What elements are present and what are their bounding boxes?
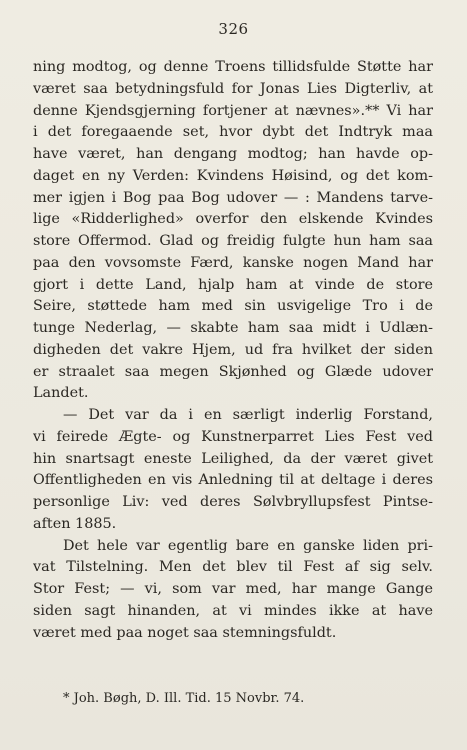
text-line: siden sagt hinanden, at vi mindes ikke at have (33, 602, 433, 619)
text-line: hin snartsagt eneste Leilighed, da der været givet (33, 450, 433, 467)
text-line: vi feirede Ægte- og Kunstnerparret Lies Fest ved (33, 428, 433, 445)
text-line: vat Tilstelning. Men det blev til Fest af sig selv. (33, 559, 433, 576)
text-line: været saa betydningsfuld for Jonas Lies Digterliv, at (33, 80, 433, 97)
text-line: lige «Ridderlighed» overfor den elskende Kvindes (33, 211, 433, 228)
text-line: Landet. (33, 385, 89, 402)
text-line: ning modtog, og denne Troens tillidsfulde Støtte har (33, 59, 433, 75)
text-line: mer igjen i Bog paa Bog udover — : Mandens tarve- (33, 189, 433, 206)
text-line: været med paa noget saa stemningsfuldt. (33, 624, 337, 641)
text-line: Seire, støttede ham med sin usvigelige Tro i de (33, 298, 433, 315)
text-line: aften 1885. (33, 515, 117, 532)
text-line: Stor Fest; — vi, som var med, har mange Gange (33, 581, 433, 597)
text-line: have været, han dengang modtog; han havde op- (33, 146, 433, 162)
text-line: digheden det vakre Hjem, ud fra hvilket der siden (33, 341, 433, 358)
text-line: daget en ny Verden: Kvindens Høisind, og det kom- (33, 167, 433, 184)
body-text (33, 57, 433, 644)
text-line: i det foregaaende set, hvor dybt det Indtryk maa (33, 124, 433, 141)
text-line: gjort i dette Land, hjalp ham at vinde de store (33, 276, 433, 293)
text-line: paa den vovsomste Færd, kanske nogen Mand har (33, 254, 433, 271)
text-line: Det hele var egentlig bare en ganske liden pri- (63, 537, 433, 554)
text-line: Offentligheden en vis Anledning til at deltage i deres (33, 472, 433, 489)
text-line: — Det var da i en særligt inderlig Forstand, (63, 407, 433, 423)
text-line: denne Kjendsgjerning fortjener at nævnes».** Vi har (33, 102, 433, 119)
text-line: store Offermod. Glad og freidig fulgte hun ham saa (33, 233, 433, 249)
text-line: er straalet saa megen Skjønhed og Glæde udover (33, 363, 433, 380)
text-line: tunge Nederlag, — skabte ham saa midt i Udlæn- (33, 320, 433, 336)
page-number: 326 (218, 20, 249, 38)
text-line: personlige Liv: ved deres Sølvbryllupsfest Pintse- (33, 494, 433, 510)
footnote: * Joh. Bøgh, D. Ill. Tid. 15 Novbr. 74. (63, 691, 305, 706)
